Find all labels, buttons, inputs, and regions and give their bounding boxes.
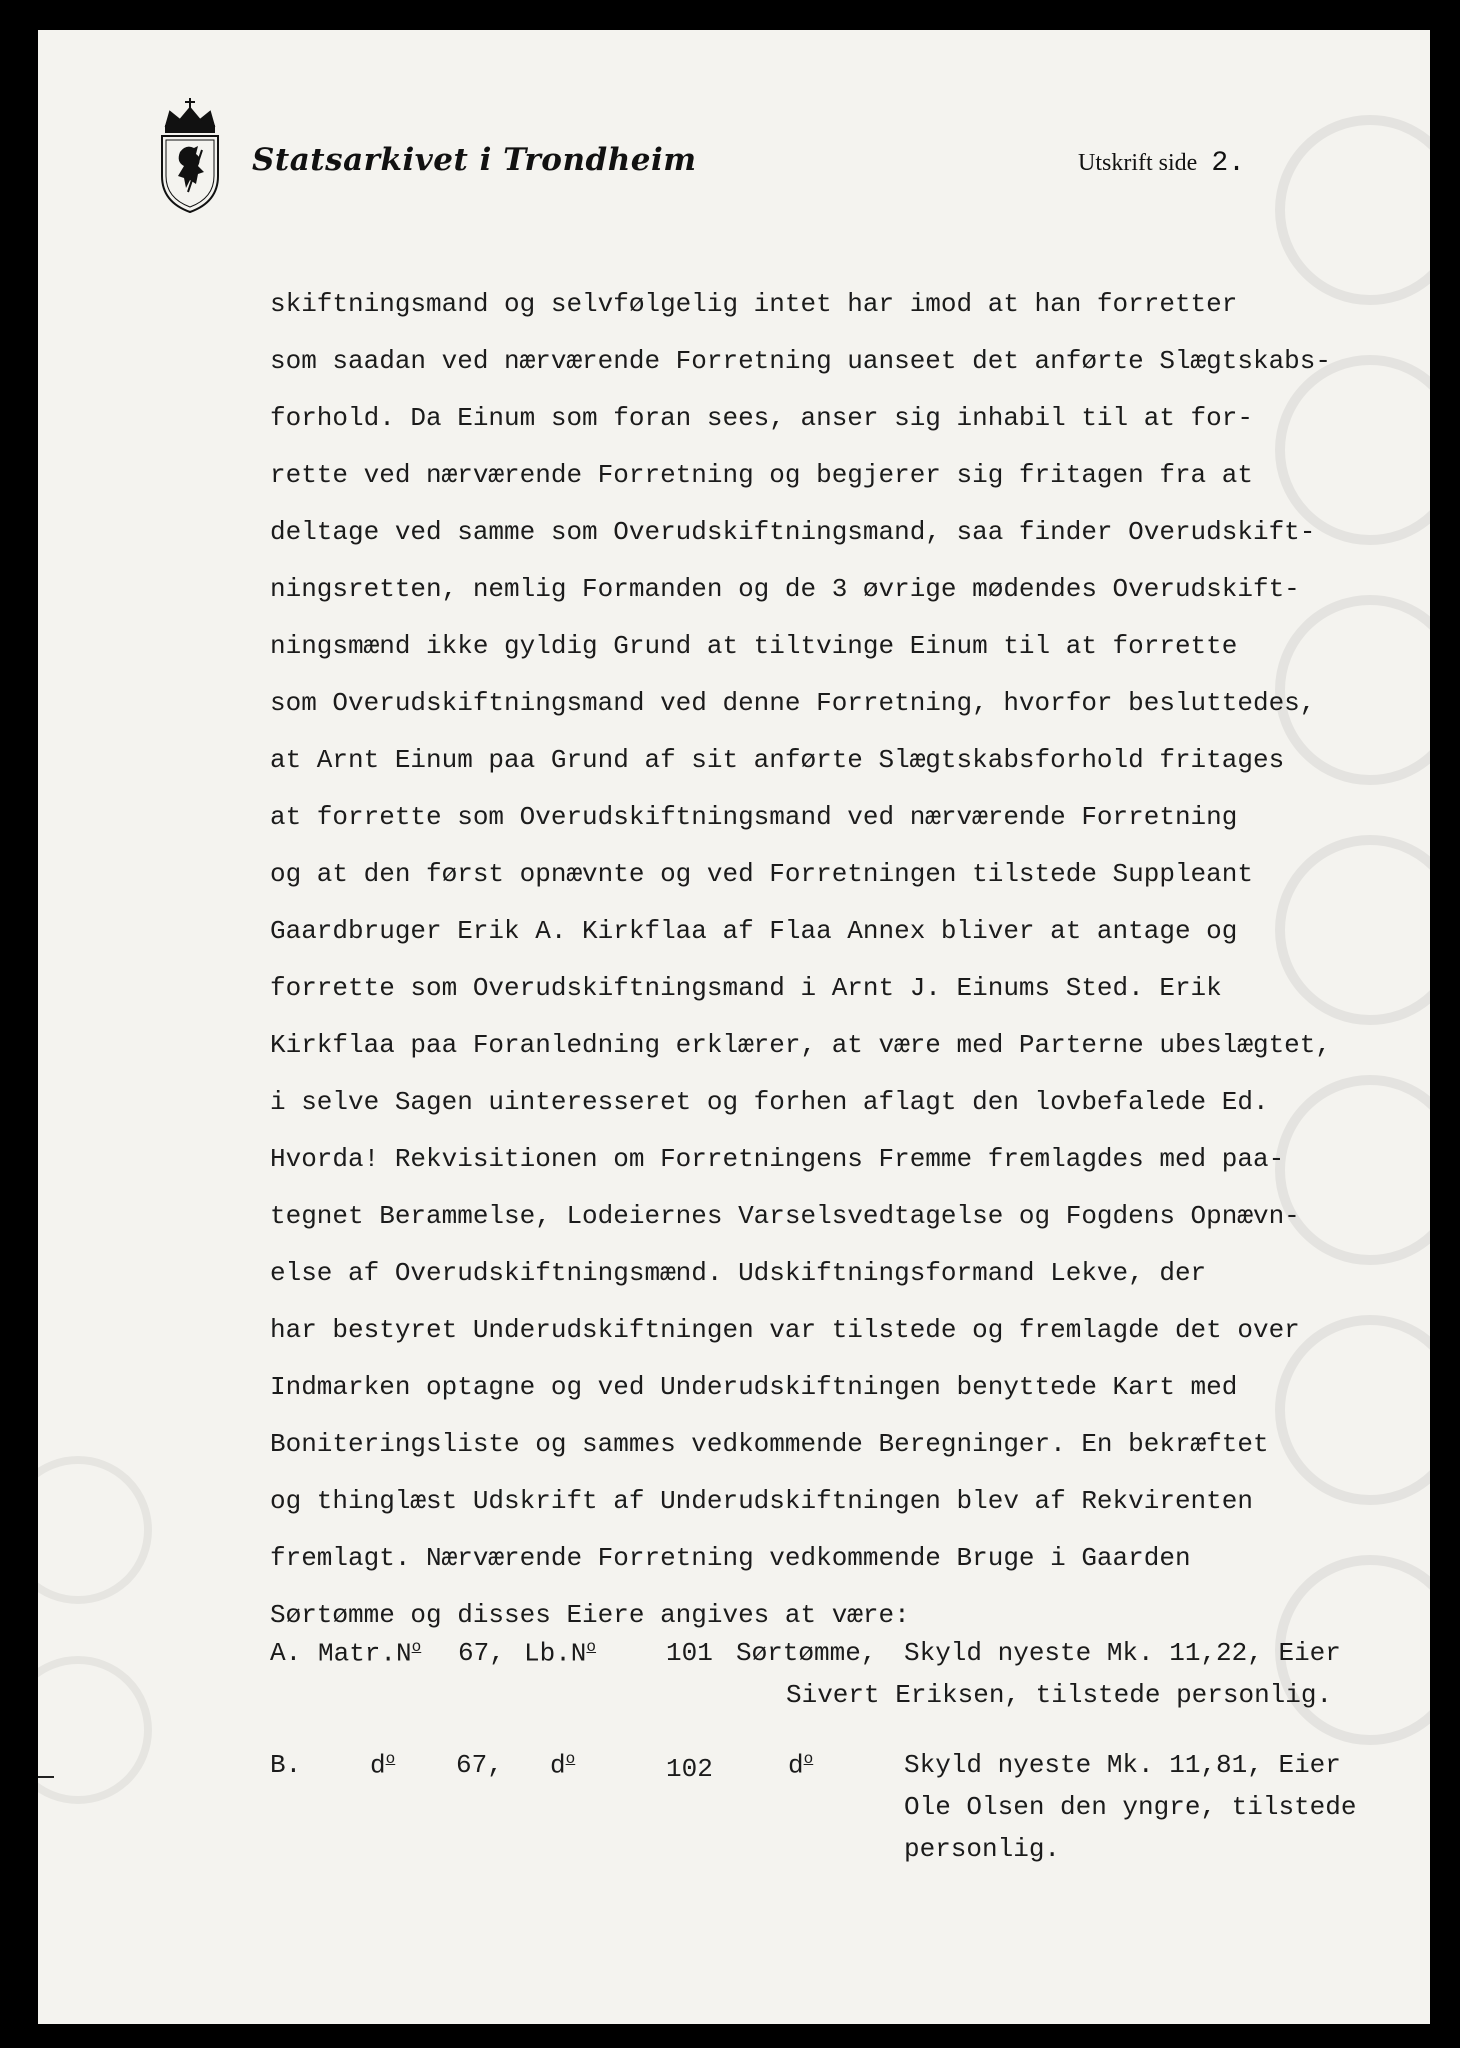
entry-a [270,1638,1430,1738]
entry-matr: $Matr.N^o$ [318,1638,422,1669]
entry-matr-no: 67, [456,1750,503,1780]
text-line: Indmarken optagne og ved Underudskiftningen benyttede Kart med [270,1372,1238,1402]
text-line: og thinglæst Udskrift af Underudskiftningen blev af Rekvirenten [270,1486,1253,1516]
entry-skyld: Skyld nyeste Mk. 11,22, Eier [904,1638,1341,1668]
entry-lb-no: 102 [666,1754,713,1784]
page-indicator [1078,148,1245,179]
norwegian-lion-crest-icon [150,96,230,216]
text-line: skiftningsmand og selvfølgelig intet har imod at han forretter [270,289,1238,319]
text-line: else af Overudskiftningsmænd. Udskiftningsformand Lekve, der [270,1258,1207,1288]
entry-b [270,1750,1430,1890]
text-line: Boniteringsliste og sammes vedkommende Beregninger. En bekræftet [270,1429,1269,1459]
text-line: i selve Sagen uinteresseret og forhen aflagt den lovbefalede Ed. [270,1087,1269,1117]
text-line: som Overudskiftningsmand ved denne Forretning, hvorfor besluttedes, [270,688,1316,718]
entry-owner: Sivert Eriksen, tilstede personlig. [786,1680,1333,1710]
entry-skyld: Skyld nyeste Mk. 11,81, Eier [904,1750,1341,1780]
watermark-stamp-left [38,130,158,1930]
text-line: at forrette som Overudskiftningsmand ved nærværende Forretning [270,802,1238,832]
text-line: som saadan ved nærværende Forretning uanseet det anførte Slægtskabs- [270,346,1331,376]
text-line: fremlagt. Nærværende Forretning vedkommende Bruge i Gaarden [270,1543,1191,1573]
text-line: deltage ved samme som Overudskiftningsmand, saa finder Overudskift- [270,517,1316,547]
page-number: 2. [1211,148,1245,179]
entry-letter: B. [270,1750,302,1780]
ditto-mark: $d^o$ [370,1750,396,1781]
property-entries [270,1638,1430,1878]
text-line: ningsretten, nemlig Formanden og de 3 øvrige mødendes Overudskift- [270,574,1300,604]
text-line: ningsmænd ikke gyldig Grund at tiltvinge Einum til at forrette [270,631,1238,661]
text-line: forrette som Overudskiftningsmand i Arnt J. Einums Sted. Erik [270,973,1222,1003]
text-line: rette ved nærværende Forretning og begjerer sig fritagen fra at [270,460,1253,490]
text-line: tegnet Berammelse, Lodeiernes Varselsvedtagelse og Fogdens Opnævn- [270,1201,1300,1231]
text-line: har bestyret Underudskiftningen var tilstede og fremlagde det over [270,1315,1300,1345]
entry-matr-no: 67, [458,1638,505,1668]
ditto-mark: $d^o$ [550,1750,576,1781]
text-line: at Arnt Einum paa Grund af sit anførte Slægtskabsforhold fritages [270,745,1285,775]
entry-letter: A. [270,1638,302,1668]
entry-lb: $Lb.N^o$ [524,1638,597,1669]
entry-owner-cont: personlig. [904,1834,1061,1864]
archive-title: Statsarkivet i Trondheim [252,142,697,178]
document-body [270,276,1430,1644]
text-line: Sørtømme og disses Eiere angives at være: [270,1600,910,1630]
margin-mark [38,1776,54,1778]
text-line: Hvorda! Rekvisitionen om Forretningens Fremme fremlagdes med paa- [270,1144,1285,1174]
entry-place: Sørtømme, [736,1638,877,1668]
entry-owner: Ole Olsen den yngre, tilstede [904,1792,1357,1822]
page-label: Utskrift side [1078,150,1198,176]
text-line: forhold. Da Einum som foran sees, anser sig inhabil til at for- [270,403,1253,433]
document-page [38,30,1430,2024]
entry-lb-no: 101 [666,1638,713,1668]
text-line: Kirkflaa paa Foranledning erklærer, at være med Parterne ubeslægtet, [270,1030,1331,1060]
ditto-mark: $d^o$ [788,1750,814,1781]
text-line: og at den først opnævnte og ved Forretningen tilstede Suppleant [270,859,1253,889]
text-line: Gaardbruger Erik A. Kirkflaa af Flaa Annex bliver at antage og [270,916,1238,946]
